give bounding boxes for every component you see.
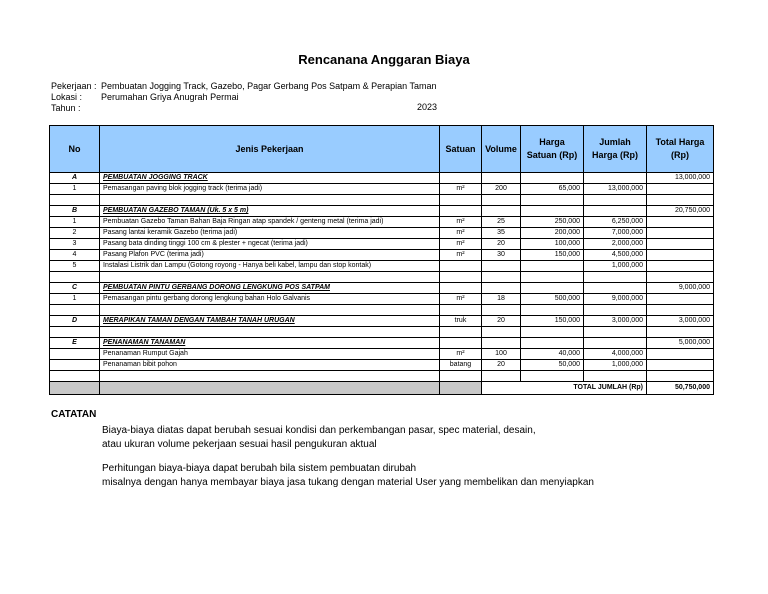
table-header-row xyxy=(50,126,714,173)
table-row: 5 Instalasi Listrik dan Lampu (Gotong royong - Hanya beli kabel, lampu dan stop kontak) 1,000,000 xyxy=(50,261,714,272)
header-jenis-pekerjaan: Jenis Pekerjaan xyxy=(100,126,440,173)
note-1 xyxy=(102,424,536,452)
section-no: D xyxy=(50,316,100,327)
total-row xyxy=(50,382,714,395)
section-total: 13,000,000 xyxy=(647,173,714,184)
table-row: 1 Pemasangan pintu gerbang dorong lengkung bahan Holo Galvanis m² 18 500,000 9,000,000 xyxy=(50,294,714,305)
section-row-a xyxy=(50,173,714,184)
header-satuan: Satuan xyxy=(440,126,482,173)
spacer-row xyxy=(50,327,714,338)
header-volume: Volume xyxy=(482,126,521,173)
table-row: 4 Pasang Plafon PVC (terima jadi) m² 30 150,000 4,500,000 xyxy=(50,250,714,261)
note-2 xyxy=(102,462,594,490)
note-2-line-1: Perhitungan biaya-biaya dapat berubah bila sistem pembuatan dirubah xyxy=(102,463,417,474)
tahun-label: Tahun : xyxy=(51,103,81,113)
section-row-b xyxy=(50,206,714,217)
section-title: PEMBUATAN GAZEBO TAMAN (Uk. 5 x 5 m) xyxy=(100,206,440,217)
table-row: 1 Pemasangan paving blok jogging track (terima jadi) m² 200 65,000 13,000,000 xyxy=(50,184,714,195)
section-row-c xyxy=(50,283,714,294)
lokasi-label: Lokasi : xyxy=(51,92,83,102)
section-no: B xyxy=(50,206,100,217)
table-row: Penanaman Rumput Gajah m² 100 40,000 4,000,000 xyxy=(50,349,714,360)
lokasi-value: Perumahan Griya Anugrah Permai xyxy=(101,92,239,102)
header-jumlah-harga: Jumlah Harga (Rp) xyxy=(584,126,647,173)
spacer-row xyxy=(50,195,714,206)
notes-heading: CATATAN xyxy=(51,409,97,420)
spacer-row xyxy=(50,272,714,283)
spacer-row xyxy=(50,371,714,382)
section-row-e xyxy=(50,338,714,349)
section-no: A xyxy=(50,173,100,184)
table-row: 3 Pasang bata dinding tinggi 100 cm & plester + ngecat (terima jadi) m² 20 100,000 2,000,000 xyxy=(50,239,714,250)
pekerjaan-label: Pekerjaan : xyxy=(51,81,97,91)
total-label: TOTAL JUMLAH (Rp) xyxy=(482,382,647,395)
section-row-d: D MERAPIKAN TAMAN DENGAN TAMBAH TANAH URUGAN truk 20 150,000 3,000,000 3,000,000 xyxy=(50,316,714,327)
total-value: 50,750,000 xyxy=(647,382,714,395)
table-row: 2 Pasang lantai keramik Gazebo (terima jadi) m² 35 200,000 7,000,000 xyxy=(50,228,714,239)
tahun-value: 2023 xyxy=(417,102,438,112)
document-title: Rencanana Anggaran Biaya xyxy=(298,52,470,67)
note-1-line-2: atau ukuran volume pekerjaan sesuai hasil pengukuran aktual xyxy=(102,439,377,450)
note-1-line-1: Biaya-biaya diatas dapat berubah sesuai kondisi dan perkembangan pasar, spec material, desain, xyxy=(102,425,536,436)
note-2-line-2: misalnya dengan hanya membayar biaya jasa tukang dengan material User yang membelikan dan menyiapkan xyxy=(102,477,594,488)
section-title: MERAPIKAN TAMAN DENGAN TAMBAH TANAH URUGAN xyxy=(100,316,440,327)
section-total: 20,750,000 xyxy=(647,206,714,217)
section-total: 5,000,000 xyxy=(647,338,714,349)
section-no: E xyxy=(50,338,100,349)
section-title: PENANAMAN TANAMAN xyxy=(100,338,440,349)
section-no: C xyxy=(50,283,100,294)
section-title: PEMBUATAN JOGGING TRACK xyxy=(100,173,440,184)
section-title: PEMBUATAN PINTU GERBANG DORONG LENGKUNG POS SATPAM xyxy=(100,283,440,294)
meta-tahun xyxy=(51,102,101,114)
section-total: 9,000,000 xyxy=(647,283,714,294)
header-harga-satuan: Harga Satuan (Rp) xyxy=(521,126,584,173)
header-no: No xyxy=(50,126,100,173)
section-total: 3,000,000 xyxy=(647,316,714,327)
header-total-harga: Total Harga (Rp) xyxy=(647,126,714,173)
budget-table xyxy=(49,125,714,395)
spacer-row xyxy=(50,305,714,316)
table-row: Penanaman bibit pohon batang 20 50,000 1,000,000 xyxy=(50,360,714,371)
table-row: 1 Pembuatan Gazebo Taman Bahan Baja Ringan atap spandek / genteng metal (terima jadi) m² 25 250,000 6,250,000 xyxy=(50,217,714,228)
pekerjaan-value: Pembuatan Jogging Track, Gazebo, Pagar Gerbang Pos Satpam & Perapian Taman xyxy=(101,81,437,91)
